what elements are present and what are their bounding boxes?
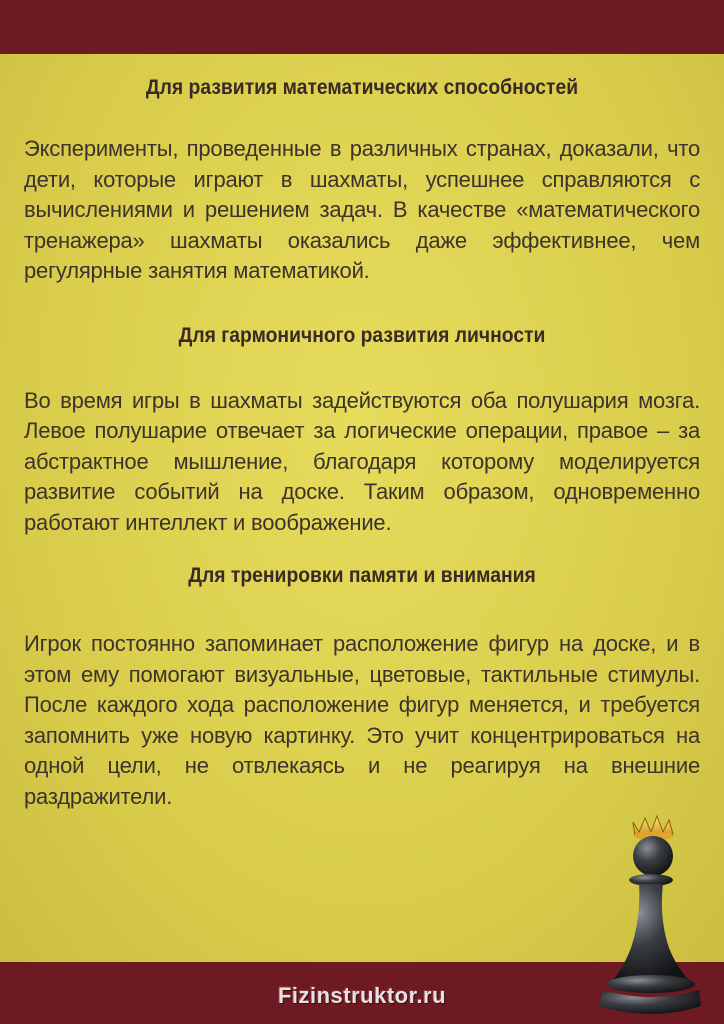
top-band bbox=[0, 0, 724, 54]
section-heading-math: Для развития математических способностей bbox=[145, 76, 579, 99]
section-text-math: Эксперименты, проведенные в различных странах, доказали, что дети, которые играют в шахматы, успешнее справляются с вычислениями и решением задач. В качестве «математического тренажера» шахматы оказались даже эффективнее, чем регулярные занятия математикой. bbox=[24, 136, 700, 283]
section-heading-memory: Для тренировки памяти и внимания bbox=[188, 564, 536, 587]
section-text-memory: Игрок постоянно запоминает расположение фигур на доске, и в этом ему помогают визуальные, цветовые, тактильные стимулы. После каждого хода расположение фигур меняется, и требуется запомнить уже новую картинку. Это учит концентрироваться на одной цели, не отвлекаясь и не реагируя на внешние раздражители. bbox=[24, 631, 700, 809]
section-heading-personality: Для гармоничного развития личности bbox=[178, 323, 546, 347]
section-text-personality: Во время игры в шахматы задействуются оба полушария мозга. Левое полушарие отвечает за логические операции, правое – за абстрактное мышление, благодаря которому моделируется развитие событий на доске. Таким образом, одновременно работают интеллект и воображение. bbox=[24, 387, 700, 535]
article bbox=[24, 72, 700, 812]
site-watermark: Fizinstruktor.ru bbox=[277, 983, 447, 1008]
